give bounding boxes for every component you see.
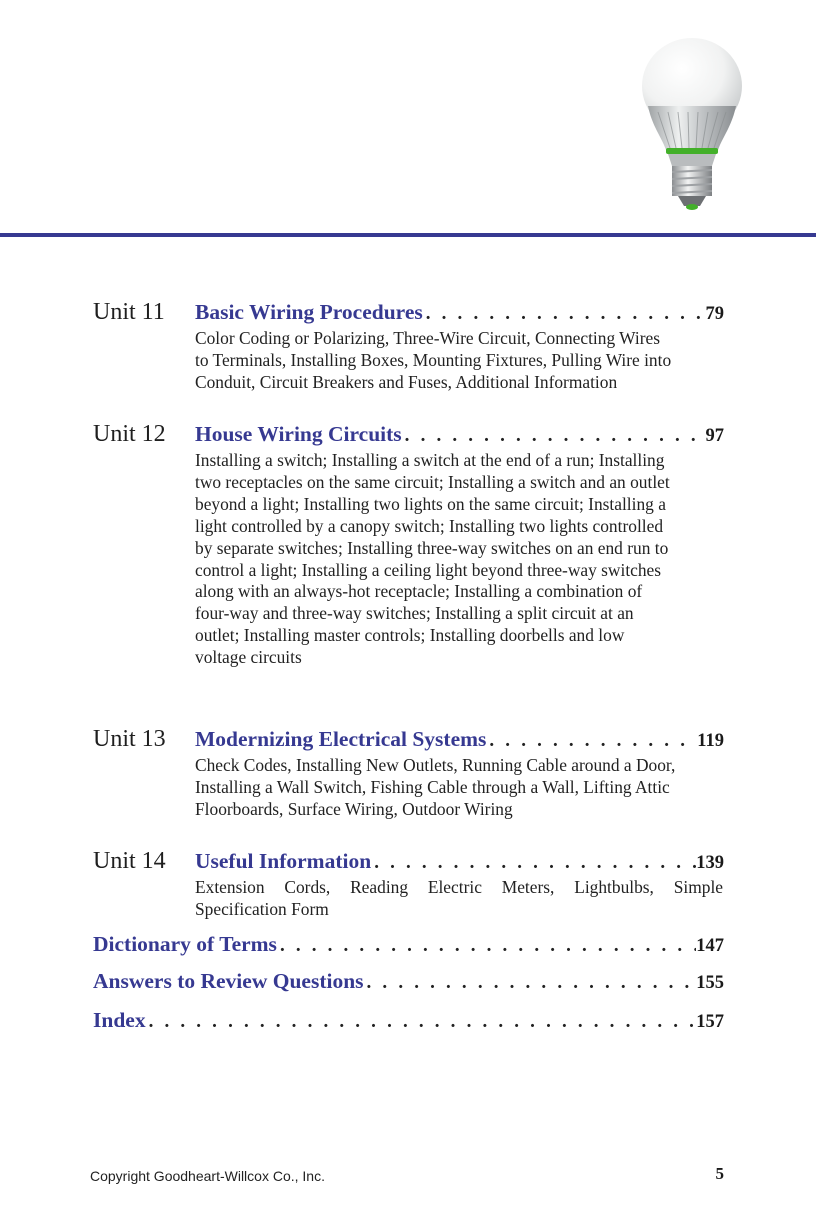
unit-description: Check Codes, Installing New Outlets, Running Cable around a Door, Installing a Wall Switch, Fishing Cable through a Wall, Lifting Attic Floorboards, Surface Wiring, Outdoor Wiring bbox=[195, 755, 676, 819]
dot-leader bbox=[146, 1011, 697, 1033]
unit-title[interactable]: House Wiring Circuits bbox=[195, 422, 402, 446]
page-number[interactable]: 157 bbox=[696, 1012, 724, 1032]
toc-entry-index bbox=[93, 1006, 724, 1034]
dot-leader bbox=[402, 425, 706, 447]
section-title[interactable]: Index bbox=[93, 1008, 146, 1032]
dot-leader bbox=[364, 972, 697, 994]
unit-description: Extension Cords, Reading Electric Meters, Lightbulbs, Simple Specification Form bbox=[195, 877, 723, 919]
toc-entry-answers bbox=[93, 967, 724, 995]
copyright-notice: Copyright Goodheart-Willcox Co., Inc. bbox=[90, 1168, 325, 1184]
page-number[interactable]: 119 bbox=[697, 731, 724, 751]
unit-description: Installing a switch; Installing a switch at the end of a run; Installing two receptacles on the same circuit; Installing a switch and an outlet beyond a light; Installing two lights on the same circuit; Installing a light controlled by a canopy switch; Installing two lights controlled by separate switches; Installing three-way switches on an end run to control a light; Installing a ceiling light beyond three-way switches along with an always-hot receptacle; Installing a combination of four-way and three-way switches; Installing a split circuit at an outlet; Installing master controls; Installing doorbells and low voltage circuits bbox=[195, 450, 670, 668]
section-title[interactable]: Answers to Review Questions bbox=[93, 969, 364, 993]
dot-leader bbox=[277, 935, 696, 957]
unit-description: Color Coding or Polarizing, Three-Wire Circuit, Connecting Wires to Terminals, Installing Boxes, Mounting Fixtures, Pulling Wire into Conduit, Circuit Breakers and Fuses, Additional Information bbox=[195, 328, 672, 392]
header-rule bbox=[0, 233, 816, 237]
dot-leader bbox=[423, 303, 706, 325]
unit-title[interactable]: Modernizing Electrical Systems bbox=[195, 727, 487, 751]
dot-leader bbox=[486, 730, 697, 752]
lightbulb-illustration bbox=[636, 34, 748, 212]
unit-label: Unit 12 bbox=[93, 421, 166, 447]
page-number[interactable]: 155 bbox=[696, 973, 724, 993]
dot-leader bbox=[371, 852, 696, 874]
unit-title[interactable]: Basic Wiring Procedures bbox=[195, 300, 423, 324]
page-number[interactable]: 97 bbox=[705, 426, 724, 446]
page-number[interactable]: 147 bbox=[696, 936, 724, 956]
unit-label: Unit 14 bbox=[93, 848, 166, 874]
unit-label: Unit 13 bbox=[93, 726, 166, 752]
footer-page-number: 5 bbox=[715, 1164, 724, 1183]
page-number[interactable]: 139 bbox=[696, 853, 724, 873]
section-title[interactable]: Dictionary of Terms bbox=[93, 932, 277, 956]
unit-label: Unit 11 bbox=[93, 299, 165, 325]
unit-title[interactable]: Useful Information bbox=[195, 849, 372, 873]
toc-entry-dictionary bbox=[93, 930, 724, 958]
page-number[interactable]: 79 bbox=[705, 304, 724, 324]
